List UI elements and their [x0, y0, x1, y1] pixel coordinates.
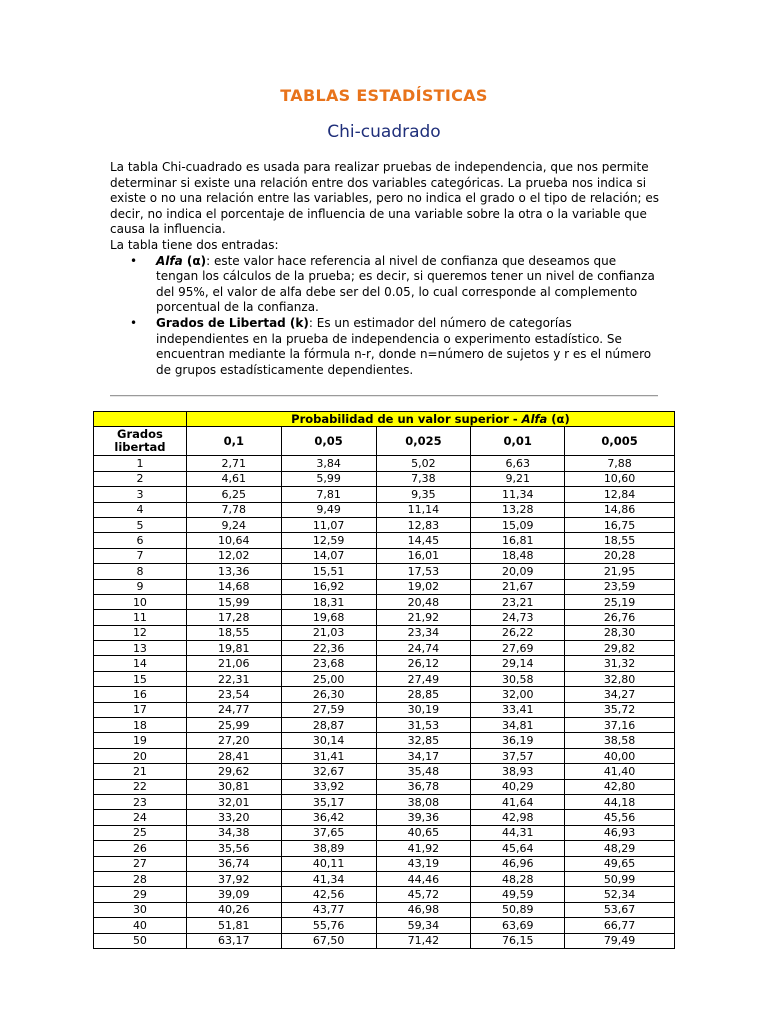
- degrees-cell: 26: [94, 841, 187, 856]
- degrees-cell: 29: [94, 887, 187, 902]
- value-cell: 66,77: [565, 918, 675, 933]
- value-cell: 41,92: [376, 841, 471, 856]
- degrees-cell: 20: [94, 748, 187, 763]
- value-cell: 18,31: [281, 594, 376, 609]
- degrees-cell: 9: [94, 579, 187, 594]
- column-header: 0,005: [565, 427, 675, 456]
- value-cell: 39,09: [186, 887, 281, 902]
- value-cell: 48,28: [471, 871, 565, 886]
- value-cell: 38,89: [281, 841, 376, 856]
- degrees-cell: 6: [94, 533, 187, 548]
- value-cell: 23,34: [376, 625, 471, 640]
- value-cell: 34,17: [376, 748, 471, 763]
- value-cell: 22,36: [281, 641, 376, 656]
- value-cell: 11,34: [471, 487, 565, 502]
- value-cell: 34,38: [186, 825, 281, 840]
- table-row: [94, 594, 675, 609]
- value-cell: 16,92: [281, 579, 376, 594]
- value-cell: 16,81: [471, 533, 565, 548]
- degrees-cell: 27: [94, 856, 187, 871]
- value-cell: 28,30: [565, 625, 675, 640]
- value-cell: 38,93: [471, 764, 565, 779]
- degrees-cell: 12: [94, 625, 187, 640]
- value-cell: 22,31: [186, 671, 281, 686]
- degrees-cell: 14: [94, 656, 187, 671]
- value-cell: 38,58: [565, 733, 675, 748]
- value-cell: 29,62: [186, 764, 281, 779]
- value-cell: 67,50: [281, 933, 376, 948]
- value-cell: 53,67: [565, 902, 675, 917]
- value-cell: 18,55: [186, 625, 281, 640]
- column-header: 0,05: [281, 427, 376, 456]
- value-cell: 20,48: [376, 594, 471, 609]
- table-row: [94, 702, 675, 717]
- table-row: [94, 748, 675, 763]
- value-cell: 5,02: [376, 456, 471, 471]
- value-cell: 55,76: [281, 918, 376, 933]
- value-cell: 37,65: [281, 825, 376, 840]
- value-cell: 7,88: [565, 456, 675, 471]
- value-cell: 14,68: [186, 579, 281, 594]
- value-cell: 29,82: [565, 641, 675, 656]
- value-cell: 41,34: [281, 871, 376, 886]
- table-row: [94, 856, 675, 871]
- value-cell: 14,45: [376, 533, 471, 548]
- degrees-cell: 16: [94, 687, 187, 702]
- value-cell: 43,77: [281, 902, 376, 917]
- degrees-of-freedom-header: [94, 427, 187, 456]
- degrees-cell: 3: [94, 487, 187, 502]
- value-cell: 36,74: [186, 856, 281, 871]
- table-row: [94, 625, 675, 640]
- bullet-alfa-term: Alfa: [156, 253, 183, 268]
- value-cell: 59,34: [376, 918, 471, 933]
- column-header: 0,01: [471, 427, 565, 456]
- degrees-cell: 7: [94, 548, 187, 563]
- value-cell: 15,09: [471, 517, 565, 532]
- table-row: [94, 533, 675, 548]
- value-cell: 21,06: [186, 656, 281, 671]
- value-cell: 42,80: [565, 779, 675, 794]
- bullet-dot-icon: •: [130, 315, 138, 330]
- table-row: [94, 687, 675, 702]
- value-cell: 23,54: [186, 687, 281, 702]
- value-cell: 40,65: [376, 825, 471, 840]
- value-cell: 42,98: [471, 810, 565, 825]
- degrees-cell: 13: [94, 641, 187, 656]
- value-cell: 40,26: [186, 902, 281, 917]
- table-row: [94, 564, 675, 579]
- value-cell: 46,93: [565, 825, 675, 840]
- value-cell: 40,00: [565, 748, 675, 763]
- value-cell: 41,64: [471, 794, 565, 809]
- value-cell: 6,63: [471, 456, 565, 471]
- value-cell: 27,59: [281, 702, 376, 717]
- table-row: [94, 779, 675, 794]
- header-corner-cell: [94, 412, 187, 427]
- value-cell: 36,78: [376, 779, 471, 794]
- table-row: [94, 656, 675, 671]
- value-cell: 39,36: [376, 810, 471, 825]
- degrees-cell: 40: [94, 918, 187, 933]
- value-cell: 21,67: [471, 579, 565, 594]
- value-cell: 23,59: [565, 579, 675, 594]
- value-cell: 63,69: [471, 918, 565, 933]
- value-cell: 44,31: [471, 825, 565, 840]
- table-row: [94, 579, 675, 594]
- degrees-cell: 18: [94, 718, 187, 733]
- bullet-grados-term: Grados de Libertad (k): [156, 315, 309, 330]
- table-row: [94, 764, 675, 779]
- probability-header: [186, 412, 674, 427]
- value-cell: 19,68: [281, 610, 376, 625]
- value-cell: 44,18: [565, 794, 675, 809]
- degrees-cell: 15: [94, 671, 187, 686]
- table-row: [94, 810, 675, 825]
- value-cell: 15,99: [186, 594, 281, 609]
- degrees-cell: 25: [94, 825, 187, 840]
- entries-list: [110, 254, 660, 379]
- value-cell: 31,53: [376, 718, 471, 733]
- value-cell: 24,74: [376, 641, 471, 656]
- value-cell: 71,42: [376, 933, 471, 948]
- table-row: [94, 794, 675, 809]
- degrees-cell: 30: [94, 902, 187, 917]
- value-cell: 19,81: [186, 641, 281, 656]
- table-row: [94, 487, 675, 502]
- table-row: [94, 825, 675, 840]
- degrees-cell: 1: [94, 456, 187, 471]
- column-header: 0,025: [376, 427, 471, 456]
- table-row: [94, 887, 675, 902]
- value-cell: 33,20: [186, 810, 281, 825]
- degrees-cell: 10: [94, 594, 187, 609]
- value-cell: 11,14: [376, 502, 471, 517]
- table-row: [94, 933, 675, 948]
- value-cell: 13,28: [471, 502, 565, 517]
- value-cell: 45,72: [376, 887, 471, 902]
- bullet-grados: [110, 316, 660, 378]
- degrees-cell: 21: [94, 764, 187, 779]
- value-cell: 23,68: [281, 656, 376, 671]
- value-cell: 4,61: [186, 471, 281, 486]
- bullet-dot-icon: •: [130, 253, 138, 268]
- value-cell: 9,49: [281, 502, 376, 517]
- value-cell: 76,15: [471, 933, 565, 948]
- value-cell: 13,36: [186, 564, 281, 579]
- degrees-cell: 17: [94, 702, 187, 717]
- degrees-cell: 24: [94, 810, 187, 825]
- value-cell: 32,80: [565, 671, 675, 686]
- table-body: [94, 456, 675, 949]
- value-cell: 18,55: [565, 533, 675, 548]
- value-cell: 34,27: [565, 687, 675, 702]
- value-cell: 27,69: [471, 641, 565, 656]
- value-cell: 15,51: [281, 564, 376, 579]
- value-cell: 33,41: [471, 702, 565, 717]
- value-cell: 30,58: [471, 671, 565, 686]
- value-cell: 26,30: [281, 687, 376, 702]
- table-row: [94, 718, 675, 733]
- degrees-cell: 5: [94, 517, 187, 532]
- value-cell: 48,29: [565, 841, 675, 856]
- value-cell: 12,83: [376, 517, 471, 532]
- value-cell: 25,19: [565, 594, 675, 609]
- value-cell: 63,17: [186, 933, 281, 948]
- intro-section: [110, 160, 660, 378]
- table-row: [94, 918, 675, 933]
- value-cell: 16,01: [376, 548, 471, 563]
- value-cell: 42,56: [281, 887, 376, 902]
- value-cell: 14,86: [565, 502, 675, 517]
- intro-paragraph: La tabla Chi-cuadrado es usada para realizar pruebas de independencia, que nos permite determinar si existe una relación entre dos variables categóricas. La prueba nos indica si existe o no una relación entre las variables, pero no indica el grado o el tipo de relación; es decir, no indica el porcentaje de influencia de una variable sobre la otra o la variable que causa la influencia.: [110, 160, 659, 237]
- value-cell: 17,53: [376, 564, 471, 579]
- value-cell: 29,14: [471, 656, 565, 671]
- degrees-cell: 11: [94, 610, 187, 625]
- value-cell: 51,81: [186, 918, 281, 933]
- entries-intro: La tabla tiene dos entradas:: [110, 237, 279, 252]
- value-cell: 12,84: [565, 487, 675, 502]
- value-cell: 5,99: [281, 471, 376, 486]
- value-cell: 20,28: [565, 548, 675, 563]
- value-cell: 17,28: [186, 610, 281, 625]
- value-cell: 3,84: [281, 456, 376, 471]
- value-cell: 52,34: [565, 887, 675, 902]
- degrees-cell: 2: [94, 471, 187, 486]
- value-cell: 12,02: [186, 548, 281, 563]
- bullet-grados-text: : Es un estimador del número de categorías independientes en la prueba de independencia o experimento estadístico. Se encuentran mediante la fórmula n-r, donde n=número de sujetos y r es el número de grupos estadísticamente dependientes.: [156, 315, 652, 377]
- value-cell: 23,21: [471, 594, 565, 609]
- value-cell: 36,42: [281, 810, 376, 825]
- value-cell: 32,85: [376, 733, 471, 748]
- value-cell: 30,14: [281, 733, 376, 748]
- value-cell: 34,81: [471, 718, 565, 733]
- value-cell: 36,19: [471, 733, 565, 748]
- table-row: [94, 733, 675, 748]
- value-cell: 31,32: [565, 656, 675, 671]
- degrees-label-line2: libertad: [114, 440, 166, 455]
- probability-header-alfa: Alfa: [521, 411, 548, 426]
- value-cell: 41,40: [565, 764, 675, 779]
- value-cell: 40,11: [281, 856, 376, 871]
- value-cell: 16,75: [565, 517, 675, 532]
- value-cell: 32,01: [186, 794, 281, 809]
- value-cell: 24,73: [471, 610, 565, 625]
- degrees-cell: 28: [94, 871, 187, 886]
- value-cell: 25,00: [281, 671, 376, 686]
- probability-header-suffix: (α): [547, 411, 570, 426]
- column-header: 0,1: [186, 427, 281, 456]
- table-row: [94, 610, 675, 625]
- page-title: TABLAS ESTADÍSTICAS: [280, 86, 488, 105]
- value-cell: 45,64: [471, 841, 565, 856]
- degrees-cell: 8: [94, 564, 187, 579]
- degrees-label-line1: Grados: [117, 427, 163, 442]
- table-row: [94, 902, 675, 917]
- chi-square-table: [93, 411, 675, 949]
- value-cell: 38,08: [376, 794, 471, 809]
- value-cell: 6,25: [186, 487, 281, 502]
- value-cell: 20,09: [471, 564, 565, 579]
- value-cell: 35,56: [186, 841, 281, 856]
- value-cell: 7,78: [186, 502, 281, 517]
- value-cell: 30,81: [186, 779, 281, 794]
- value-cell: 37,57: [471, 748, 565, 763]
- value-cell: 10,64: [186, 533, 281, 548]
- value-cell: 18,48: [471, 548, 565, 563]
- bullet-alfa-text: : este valor hace referencia al nivel de confianza que deseamos que tengan los cálculos de la prueba; es decir, si queremos tener un nivel de confianza del 95%, el valor de alfa debe ser del 0.05, lo cual corresponde al complemento porcentual de la confianza.: [156, 253, 655, 315]
- value-cell: 49,65: [565, 856, 675, 871]
- value-cell: 27,20: [186, 733, 281, 748]
- value-cell: 19,02: [376, 579, 471, 594]
- degrees-cell: 50: [94, 933, 187, 948]
- value-cell: 37,16: [565, 718, 675, 733]
- value-cell: 9,24: [186, 517, 281, 532]
- value-cell: 45,56: [565, 810, 675, 825]
- value-cell: 35,72: [565, 702, 675, 717]
- value-cell: 9,35: [376, 487, 471, 502]
- table-row: [94, 502, 675, 517]
- value-cell: 11,07: [281, 517, 376, 532]
- value-cell: 35,17: [281, 794, 376, 809]
- value-cell: 21,03: [281, 625, 376, 640]
- table-row: [94, 671, 675, 686]
- value-cell: 46,96: [471, 856, 565, 871]
- value-cell: 37,92: [186, 871, 281, 886]
- value-cell: 43,19: [376, 856, 471, 871]
- value-cell: 7,38: [376, 471, 471, 486]
- value-cell: 28,85: [376, 687, 471, 702]
- value-cell: 33,92: [281, 779, 376, 794]
- table-header-row-columns: [94, 427, 675, 456]
- value-cell: 30,19: [376, 702, 471, 717]
- table-row: [94, 548, 675, 563]
- degrees-cell: 4: [94, 502, 187, 517]
- value-cell: 14,07: [281, 548, 376, 563]
- value-cell: 35,48: [376, 764, 471, 779]
- value-cell: 10,60: [565, 471, 675, 486]
- table-row: [94, 641, 675, 656]
- value-cell: 32,67: [281, 764, 376, 779]
- value-cell: 40,29: [471, 779, 565, 794]
- value-cell: 26,12: [376, 656, 471, 671]
- value-cell: 49,59: [471, 887, 565, 902]
- table-row: [94, 841, 675, 856]
- value-cell: 7,81: [281, 487, 376, 502]
- value-cell: 28,41: [186, 748, 281, 763]
- bullet-alfa-term-suffix: (α): [182, 253, 207, 268]
- value-cell: 46,98: [376, 902, 471, 917]
- value-cell: 31,41: [281, 748, 376, 763]
- value-cell: 44,46: [376, 871, 471, 886]
- value-cell: 12,59: [281, 533, 376, 548]
- divider: [110, 395, 658, 397]
- value-cell: 79,49: [565, 933, 675, 948]
- table-row: [94, 871, 675, 886]
- table-row: [94, 517, 675, 532]
- table-header-row-top: [94, 412, 675, 427]
- degrees-cell: 23: [94, 794, 187, 809]
- value-cell: 21,92: [376, 610, 471, 625]
- value-cell: 21,95: [565, 564, 675, 579]
- degrees-cell: 22: [94, 779, 187, 794]
- value-cell: 24,77: [186, 702, 281, 717]
- table-row: [94, 456, 675, 471]
- value-cell: 27,49: [376, 671, 471, 686]
- value-cell: 28,87: [281, 718, 376, 733]
- value-cell: 26,76: [565, 610, 675, 625]
- value-cell: 50,99: [565, 871, 675, 886]
- bullet-alfa: [110, 254, 660, 316]
- table-row: [94, 471, 675, 486]
- probability-header-prefix: Probabilidad de un valor superior -: [291, 411, 522, 426]
- page-subtitle: Chi-cuadrado: [327, 122, 441, 142]
- degrees-cell: 19: [94, 733, 187, 748]
- value-cell: 25,99: [186, 718, 281, 733]
- value-cell: 9,21: [471, 471, 565, 486]
- value-cell: 32,00: [471, 687, 565, 702]
- value-cell: 50,89: [471, 902, 565, 917]
- value-cell: 26,22: [471, 625, 565, 640]
- value-cell: 2,71: [186, 456, 281, 471]
